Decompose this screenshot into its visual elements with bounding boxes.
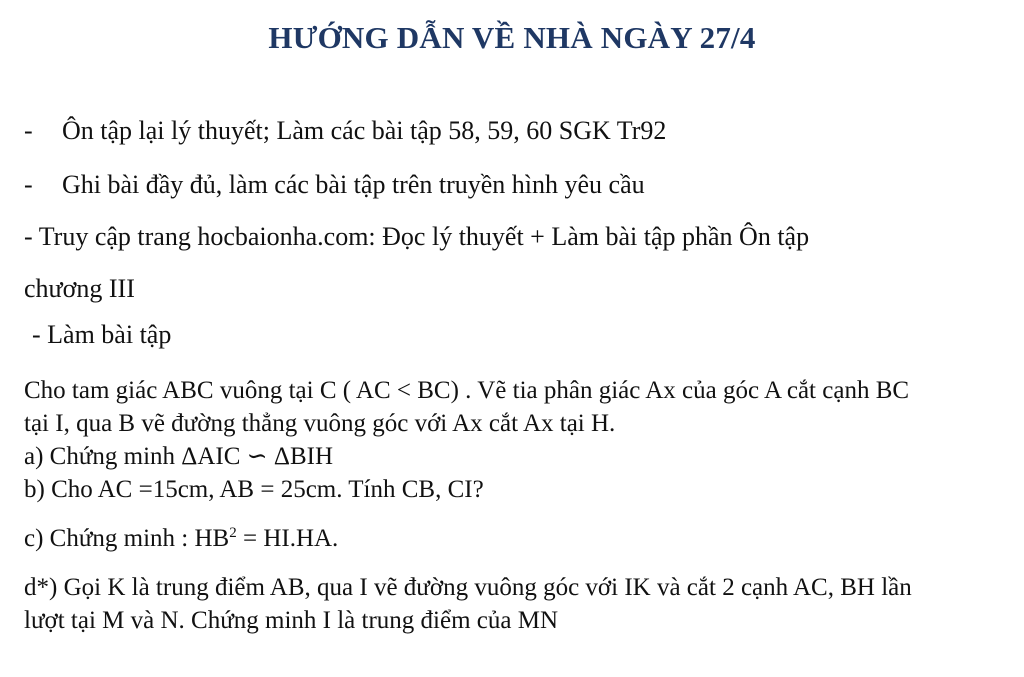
problem-block — [24, 374, 1014, 637]
bullet-dash: - — [24, 170, 33, 199]
bullet-text-review: Ôn tập lại lý thuyết; Làm các bài tập 58, 59, 60 SGK Tr92 — [62, 116, 667, 145]
part-c-suffix: = HI.HA. — [236, 525, 339, 552]
problem-part-c — [24, 522, 1014, 555]
exercise-heading: - Làm bài tập — [32, 320, 172, 349]
problem-part-b: b) Cho AC =15cm, AB = 25cm. Tính CB, CI? — [24, 476, 484, 503]
bullet-text-notes: Ghi bài đầy đủ, làm các bài tập trên truyền hình yêu cầu — [62, 170, 645, 199]
problem-intro-line-1: Cho tam giác ABC vuông tại C ( AC < BC) . Vẽ tia phân giác Ax của góc A cắt cạnh BC — [24, 377, 910, 404]
part-c-prefix: c) Chứng minh : HB — [24, 525, 230, 552]
bullet-item-notes — [24, 170, 645, 200]
problem-intro-line-2: tại I, qua B vẽ đường thẳng vuông góc với Ax cắt Ax tại H. — [24, 410, 616, 437]
access-instruction: - Truy cập trang hocbaionha.com: Đọc lý thuyết + Làm bài tập phần Ôn tập — [24, 222, 810, 251]
bullet-dash: - — [24, 116, 33, 145]
part-c-exponent: 2 — [229, 525, 237, 541]
problem-part-d-line-2: lượt tại M và N. Chứng minh I là trung điểm của MN — [24, 607, 558, 634]
page-title: HƯỚNG DẪN VỀ NHÀ NGÀY 27/4 — [268, 20, 756, 55]
access-instruction-continued: chương III — [24, 274, 135, 303]
problem-part-a: a) Chứng minh ΔAIC ∽ ΔBIH — [24, 443, 333, 470]
bullet-item-review — [24, 116, 666, 146]
problem-part-d-line-1: d*) Gọi K là trung điểm AB, qua I vẽ đường vuông góc với IK và cắt 2 cạnh AC, BH lần — [24, 574, 912, 601]
